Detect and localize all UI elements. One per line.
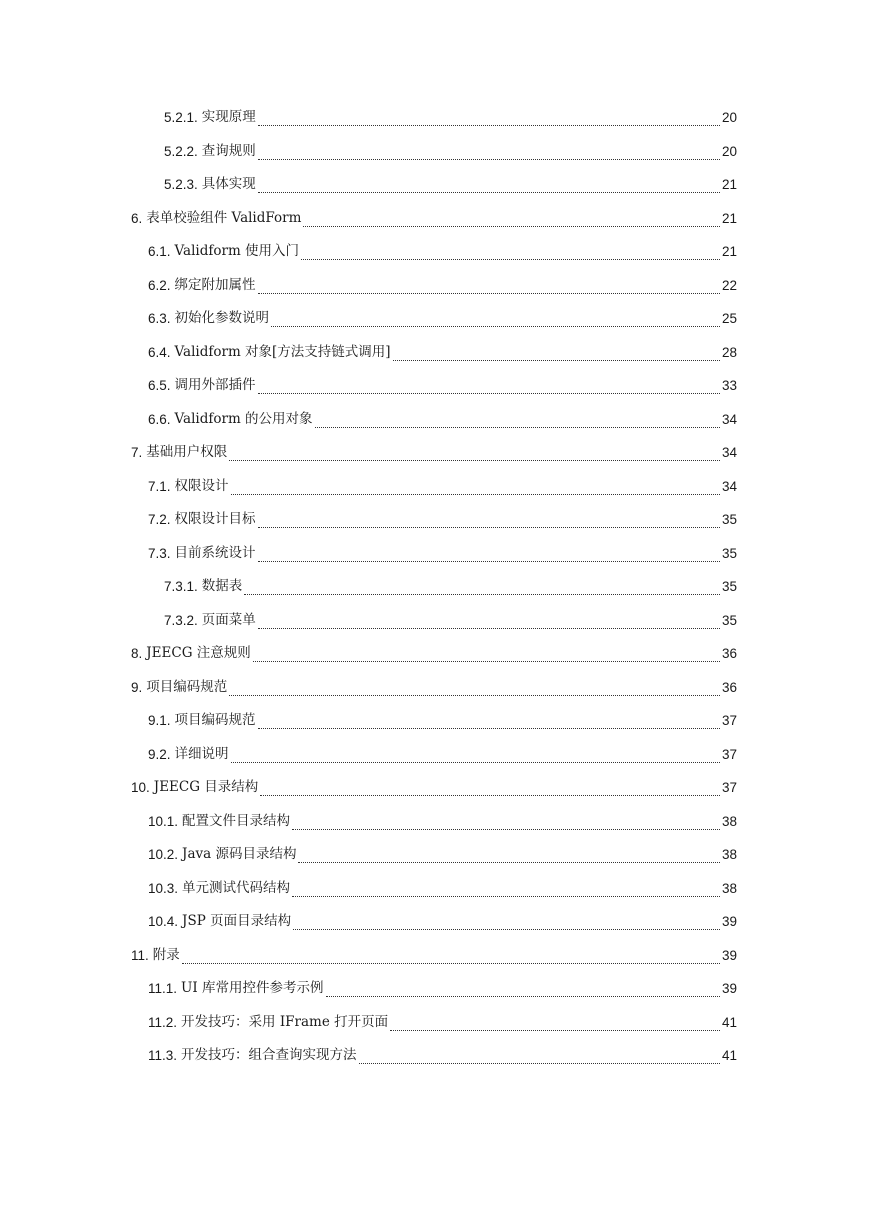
toc-entry-page: 38 bbox=[721, 880, 737, 896]
toc-entry[interactable] bbox=[0, 570, 869, 604]
toc-entry-number: 7.3.2. bbox=[164, 612, 198, 628]
toc-entry-title: 初始化参数说明 bbox=[174, 310, 270, 326]
toc-entry-title: 单元测试代码结构 bbox=[182, 879, 291, 896]
toc-entry-number: 5.2.1. bbox=[164, 110, 198, 125]
toc-entry-title: 配置文件目录结构 bbox=[182, 812, 291, 829]
toc-entry-number: 11.3. bbox=[148, 1048, 178, 1063]
toc-entry[interactable] bbox=[0, 604, 869, 638]
toc-entry-number: 5.2.3. bbox=[164, 177, 198, 192]
toc-entry-page: 37 bbox=[721, 746, 737, 762]
toc-entry-title: 项目编码规范 bbox=[146, 678, 228, 695]
toc-dot-leader bbox=[260, 783, 720, 796]
toc-entry-number: 9. bbox=[131, 679, 143, 695]
toc-entry[interactable] bbox=[0, 872, 869, 906]
toc-entry-title: 实现原理 bbox=[201, 109, 256, 125]
toc-entry[interactable] bbox=[0, 336, 869, 370]
toc-entry-title: 开发技巧：采用 IFrame 打开页面 bbox=[181, 1013, 389, 1030]
toc-entry[interactable] bbox=[0, 202, 869, 236]
toc-dot-leader bbox=[258, 616, 720, 629]
toc-entry-title: Validform 使用入门 bbox=[174, 243, 300, 259]
toc-dot-leader bbox=[258, 381, 720, 394]
toc-entry[interactable] bbox=[0, 905, 869, 939]
toc-entry[interactable] bbox=[0, 1006, 869, 1040]
toc-entry-title: 项目编码规范 bbox=[174, 712, 256, 728]
toc-entry[interactable] bbox=[0, 503, 869, 537]
toc-dot-leader bbox=[231, 750, 720, 763]
toc-entry-number: 10.4. bbox=[148, 914, 179, 929]
toc-entry-title: 权限设计 bbox=[174, 477, 229, 494]
toc-entry[interactable] bbox=[0, 369, 869, 403]
toc-entry-title: 页面菜单 bbox=[201, 611, 256, 628]
toc-entry-number: 10.2. bbox=[148, 847, 179, 862]
toc-entry-page: 41 bbox=[721, 1048, 737, 1063]
toc-dot-leader bbox=[258, 281, 720, 294]
toc-dot-leader bbox=[231, 482, 720, 495]
toc-entry-number: 7.3. bbox=[148, 545, 171, 561]
toc-entry[interactable] bbox=[0, 771, 869, 805]
toc-entry-page: 20 bbox=[721, 110, 737, 125]
toc-dot-leader bbox=[258, 549, 720, 562]
toc-entry-number: 6.5. bbox=[148, 378, 171, 393]
toc-entry-page: 35 bbox=[721, 612, 737, 628]
toc-dot-leader bbox=[271, 314, 720, 327]
toc-entry[interactable] bbox=[0, 101, 869, 135]
toc-entry-title: 开发技巧：组合查询实现方法 bbox=[181, 1047, 357, 1063]
toc-entry[interactable] bbox=[0, 537, 869, 571]
toc-entry-page: 36 bbox=[721, 646, 737, 661]
toc-entry-page: 34 bbox=[721, 478, 737, 494]
toc-entry[interactable] bbox=[0, 135, 869, 169]
toc-entry-number: 11.2. bbox=[148, 1014, 178, 1030]
toc-entry[interactable] bbox=[0, 168, 869, 202]
toc-entry-number: 8. bbox=[131, 646, 143, 661]
toc-entry-page: 35 bbox=[721, 579, 737, 594]
toc-entry-page: 41 bbox=[721, 1014, 737, 1030]
toc-dot-leader bbox=[326, 984, 720, 997]
toc-dot-leader bbox=[258, 113, 720, 126]
toc-entry-number: 10.1. bbox=[148, 813, 179, 829]
toc-dot-leader bbox=[229, 683, 720, 696]
toc-entry-title: 具体实现 bbox=[201, 176, 256, 192]
toc-dot-leader bbox=[301, 247, 720, 260]
toc-entry-number: 10.3. bbox=[148, 880, 179, 896]
toc-entry[interactable] bbox=[0, 738, 869, 772]
toc-entry[interactable] bbox=[0, 269, 869, 303]
toc-entry-number: 9.2. bbox=[148, 746, 171, 762]
toc-entry-page: 38 bbox=[721, 813, 737, 829]
toc-entry-page: 28 bbox=[721, 344, 737, 360]
toc-dot-leader bbox=[258, 716, 720, 729]
toc-dot-leader bbox=[303, 214, 720, 227]
toc-entry-title: Validform 对象[方法支持链式调用] bbox=[174, 343, 391, 360]
toc-entry-title: 表单校验组件 ValidForm bbox=[146, 209, 302, 226]
toc-dot-leader bbox=[258, 515, 720, 528]
toc-entry-number: 6.1. bbox=[148, 244, 171, 259]
toc-entry-number: 6.2. bbox=[148, 277, 171, 293]
toc-dot-leader bbox=[359, 1051, 720, 1064]
toc-entry-title: 基础用户权限 bbox=[146, 444, 228, 460]
toc-dot-leader bbox=[293, 917, 720, 930]
toc-dot-leader bbox=[229, 448, 720, 461]
table-of-contents bbox=[0, 101, 869, 1073]
toc-dot-leader bbox=[292, 817, 720, 830]
toc-entry[interactable] bbox=[0, 939, 869, 973]
toc-entry-page: 33 bbox=[721, 378, 737, 393]
toc-entry-page: 25 bbox=[721, 311, 737, 326]
toc-dot-leader bbox=[315, 415, 720, 428]
toc-entry-title: JEECG 目录结构 bbox=[153, 779, 259, 795]
toc-entry-title: 目前系统设计 bbox=[174, 544, 256, 561]
toc-entry-title: UI 库常用控件参考示例 bbox=[181, 980, 324, 996]
toc-entry-number: 11.1. bbox=[148, 981, 178, 996]
toc-entry-number: 10. bbox=[131, 780, 150, 795]
toc-entry-title: JSP 页面目录结构 bbox=[182, 913, 292, 929]
toc-entry-title: 附录 bbox=[152, 946, 180, 963]
toc-entry-page: 22 bbox=[721, 277, 737, 293]
toc-entry[interactable] bbox=[0, 671, 869, 705]
toc-entry-number: 11. bbox=[131, 947, 149, 963]
toc-entry[interactable] bbox=[0, 805, 869, 839]
toc-entry-number: 7.3.1. bbox=[164, 579, 198, 594]
toc-entry-title: 数据表 bbox=[201, 578, 243, 594]
toc-entry-number: 7. bbox=[131, 445, 143, 460]
toc-entry-page: 36 bbox=[721, 679, 737, 695]
toc-entry[interactable] bbox=[0, 637, 869, 671]
toc-entry-title: Java 源码目录结构 bbox=[182, 846, 297, 862]
toc-dot-leader bbox=[258, 147, 720, 160]
toc-entry-page: 34 bbox=[721, 411, 737, 427]
toc-entry-number: 6.6. bbox=[148, 411, 171, 427]
toc-entry-page: 21 bbox=[721, 244, 737, 259]
toc-dot-leader bbox=[253, 649, 720, 662]
toc-entry[interactable] bbox=[0, 972, 869, 1006]
toc-dot-leader bbox=[258, 180, 720, 193]
toc-entry-number: 9.1. bbox=[148, 713, 171, 728]
toc-entry-title: Validform 的公用对象 bbox=[174, 410, 313, 427]
toc-entry[interactable] bbox=[0, 470, 869, 504]
toc-entry-number: 6.4. bbox=[148, 344, 171, 360]
toc-entry-title: JEECG 注意规则 bbox=[146, 645, 251, 661]
toc-entry-title: 调用外部插件 bbox=[174, 377, 256, 393]
toc-entry-page: 35 bbox=[721, 545, 737, 561]
toc-dot-leader bbox=[244, 582, 720, 595]
toc-entry-page: 37 bbox=[721, 780, 737, 795]
toc-entry-page: 35 bbox=[721, 512, 737, 527]
toc-entry-page: 39 bbox=[721, 914, 737, 929]
toc-entry-page: 34 bbox=[721, 445, 737, 460]
toc-dot-leader bbox=[298, 850, 720, 863]
toc-dot-leader bbox=[182, 951, 720, 964]
toc-entry-page: 39 bbox=[721, 947, 737, 963]
toc-entry-title: 详细说明 bbox=[174, 745, 229, 762]
toc-entry-number: 6. bbox=[131, 210, 143, 226]
toc-entry[interactable] bbox=[0, 235, 869, 269]
toc-entry-number: 7.1. bbox=[148, 478, 171, 494]
toc-entry-page: 20 bbox=[721, 143, 737, 159]
toc-entry-page: 39 bbox=[721, 981, 737, 996]
toc-entry-page: 37 bbox=[721, 713, 737, 728]
toc-entry-title: 查询规则 bbox=[201, 142, 256, 159]
toc-entry[interactable] bbox=[0, 1039, 869, 1073]
toc-entry-page: 21 bbox=[721, 177, 737, 192]
toc-dot-leader bbox=[292, 884, 720, 897]
toc-entry-number: 6.3. bbox=[148, 311, 171, 326]
toc-entry-page: 38 bbox=[721, 847, 737, 862]
toc-dot-leader bbox=[390, 1018, 720, 1031]
toc-entry-number: 5.2.2. bbox=[164, 143, 198, 159]
toc-entry[interactable] bbox=[0, 302, 869, 336]
toc-entry-page: 21 bbox=[721, 210, 737, 226]
toc-entry[interactable] bbox=[0, 838, 869, 872]
toc-entry[interactable] bbox=[0, 436, 869, 470]
toc-entry[interactable] bbox=[0, 403, 869, 437]
toc-entry-title: 权限设计目标 bbox=[174, 511, 256, 527]
toc-entry-title: 绑定附加属性 bbox=[174, 276, 256, 293]
toc-entry-number: 7.2. bbox=[148, 512, 171, 527]
toc-dot-leader bbox=[393, 348, 720, 361]
toc-entry[interactable] bbox=[0, 704, 869, 738]
